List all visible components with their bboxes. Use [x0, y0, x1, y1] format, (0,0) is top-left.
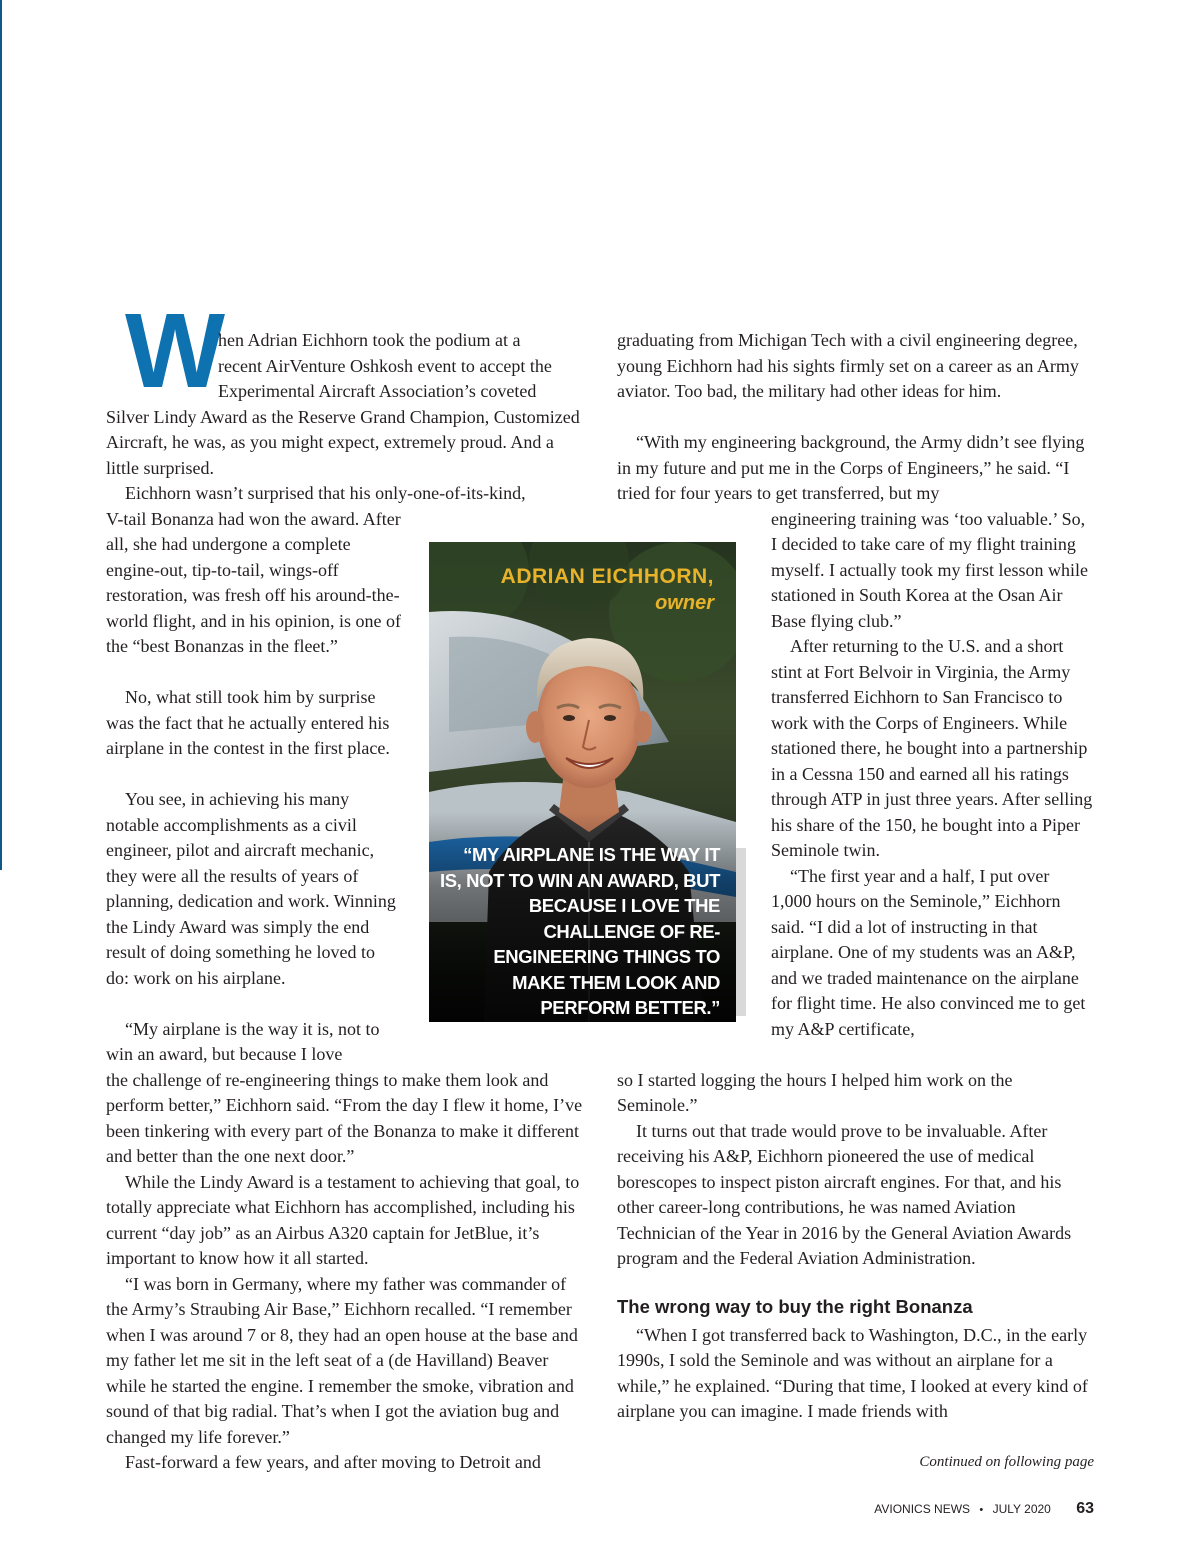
page-footer	[874, 1499, 1094, 1520]
col1-paragraph-2-narrow: V-tail Bonanza had won the award. After all, she had undergone a complete engine-out, tip-to-tail, wings-off restoration, was fresh off his around-the-world flight, and in his opinion, is one of the “best Bonanzas in the fleet.”	[106, 508, 401, 656]
col1-paragraph-4: You see, in achieving his many notable accomplishments as a civil engineer, pilot and aircraft mechanic, they were all the results of years of planning, dedication and work. Winning the Lindy Award was simply the end result of doing something he loved to do: work on his airplane.	[106, 789, 396, 988]
col2-paragraph-1: graduating from Michigan Tech with a civil engineering degree, young Eichhorn had his sights firmly set on a career as an Army aviator. Too bad, the military had other ideas for him.	[617, 330, 1079, 401]
col2-paragraph-4-rest: so I started logging the hours I helped him work on the Seminole.”	[617, 1069, 1013, 1115]
photo-caption-name: ADRIAN EICHHORN,	[500, 565, 714, 588]
col2-paragraph-2-top: “With my engineering background, the Army didn’t see flying in my future and put me in the Corps of Engineers,” he said. “I tried for four years to get transferred, but my	[617, 432, 1085, 503]
col1-paragraph-5-narrow: “My airplane is the way it is, not to win an award, but because I love	[106, 1018, 380, 1064]
col1-paragraph-3: No, what still took him by surprise was the fact that he actually entered his airplane in the contest in the first place.	[106, 687, 390, 758]
col1-paragraph-6: While the Lindy Award is a testament to achieving that goal, to totally appreciate what Eichhorn has accomplished, including his current “day job” as an Airbus A320 captain for JetBlue, it’s important to know how it all started.	[106, 1171, 580, 1268]
opening-line-1: hen Adrian Eichhorn took the podium at a	[218, 330, 521, 350]
portrait-photo	[429, 542, 736, 1022]
publication-name: AVIONICS NEWS	[874, 1502, 971, 1516]
col1-lead-paragraph: Silver Lindy Award as the Reserve Grand Champion, Customized Aircraft, he was, as you might expect, extremely proud. And a little surprised.	[106, 406, 580, 478]
opening-line-2: recent AirVenture Oshkosh event to accept the	[218, 355, 552, 376]
photo-shadow	[736, 848, 746, 1016]
col2-paragraph-3: After returning to the U.S. and a short stint at Fort Belvoir in Virginia, the Army transferred Eichhorn to San Francisco to work with the Corps of Engineers. While stationed there, he bought into a partnership in a Cessna 150 and earned all his ratings through ATP in just three years. After selling his share of the 150, he bought into a Piper Seminole twin.	[771, 636, 1093, 860]
opening-line-3: Experimental Aircraft Association’s coveted	[218, 381, 537, 401]
folio-separator: •	[979, 1504, 984, 1516]
col2-paragraph-4-narrow: “The first year and a half, I put over 1,000 hours on the Seminole,” Eichhorn said. “I did a lot of instructing in that airplane. One of my students was an A&P, and we traded maintenance on the airplane for flight time. He also convinced me to get my A&P certificate,	[771, 865, 1086, 1039]
col1-paragraph-8: Fast-forward a few years, and after moving to Detroit and	[125, 1452, 541, 1472]
page-number: 63	[1076, 1500, 1094, 1517]
col1-paragraph-5-rest: the challenge of re-engineering things to make them look and perform better,” Eichhorn said. “From the day I flew it home, I’ve been tinkering with every part of the Bonanza to make it different and better than the one next door.”	[106, 1069, 583, 1166]
section-heading: The wrong way to buy the right Bonanza	[617, 1296, 973, 1317]
photo-caption-role: owner	[655, 592, 714, 614]
col2-paragraph-2-narrow: engineering training was ‘too valuable.’ So, I decided to take care of my flight training myself. I actually took my first lesson while stationed in South Korea at the Osan Air Base flying club.”	[771, 508, 1088, 631]
col2-paragraph-5: It turns out that trade would prove to be invaluable. After receiving his A&P, Eichhorn pioneered the use of medical borescopes to inspect piston aircraft engines. For that, and his other career-long contributions, he was named Aviation Technician of the Year in 2016 by the General Aviation Awards program and the Federal Aviation Administration.	[617, 1120, 1072, 1268]
col1-paragraph-2-top: Eichhorn wasn’t surprised that his only-one-of-its-kind,	[125, 483, 526, 503]
col2-paragraph-6: “When I got transferred back to Washington, D.C., in the early 1990s, I sold the Seminole and was without an airplane for a while,” he explained. “During that time, I looked at every kind of airplane you can imagine. I made friends with	[617, 1324, 1088, 1421]
pull-quote: “MY AIRPLANE IS THE WAY IT IS, NOT TO WIN AN AWARD, BUT BECAUSE I LOVE THE CHALLENGE OF RE-ENGINEERING THINGS TO MAKE THEM LOOK AND PERFORM BETTER.”	[440, 844, 720, 1018]
issue-date: JULY 2020	[992, 1502, 1051, 1516]
drop-cap: W	[125, 292, 223, 410]
continued-note: Continued on following page	[919, 1454, 1094, 1470]
col1-paragraph-7: “I was born in Germany, where my father was commander of the Army’s Straubing Air Base,” Eichhorn recalled. “I remember when I was around 7 or 8, they had an open house at the base and my father let me sit in the left seat of a (de Havilland) Beaver while he started the engine. I remember the smoke, vibration and sound of that big radial. That’s when I got the aviation bug and changed my life forever.”	[106, 1273, 578, 1447]
